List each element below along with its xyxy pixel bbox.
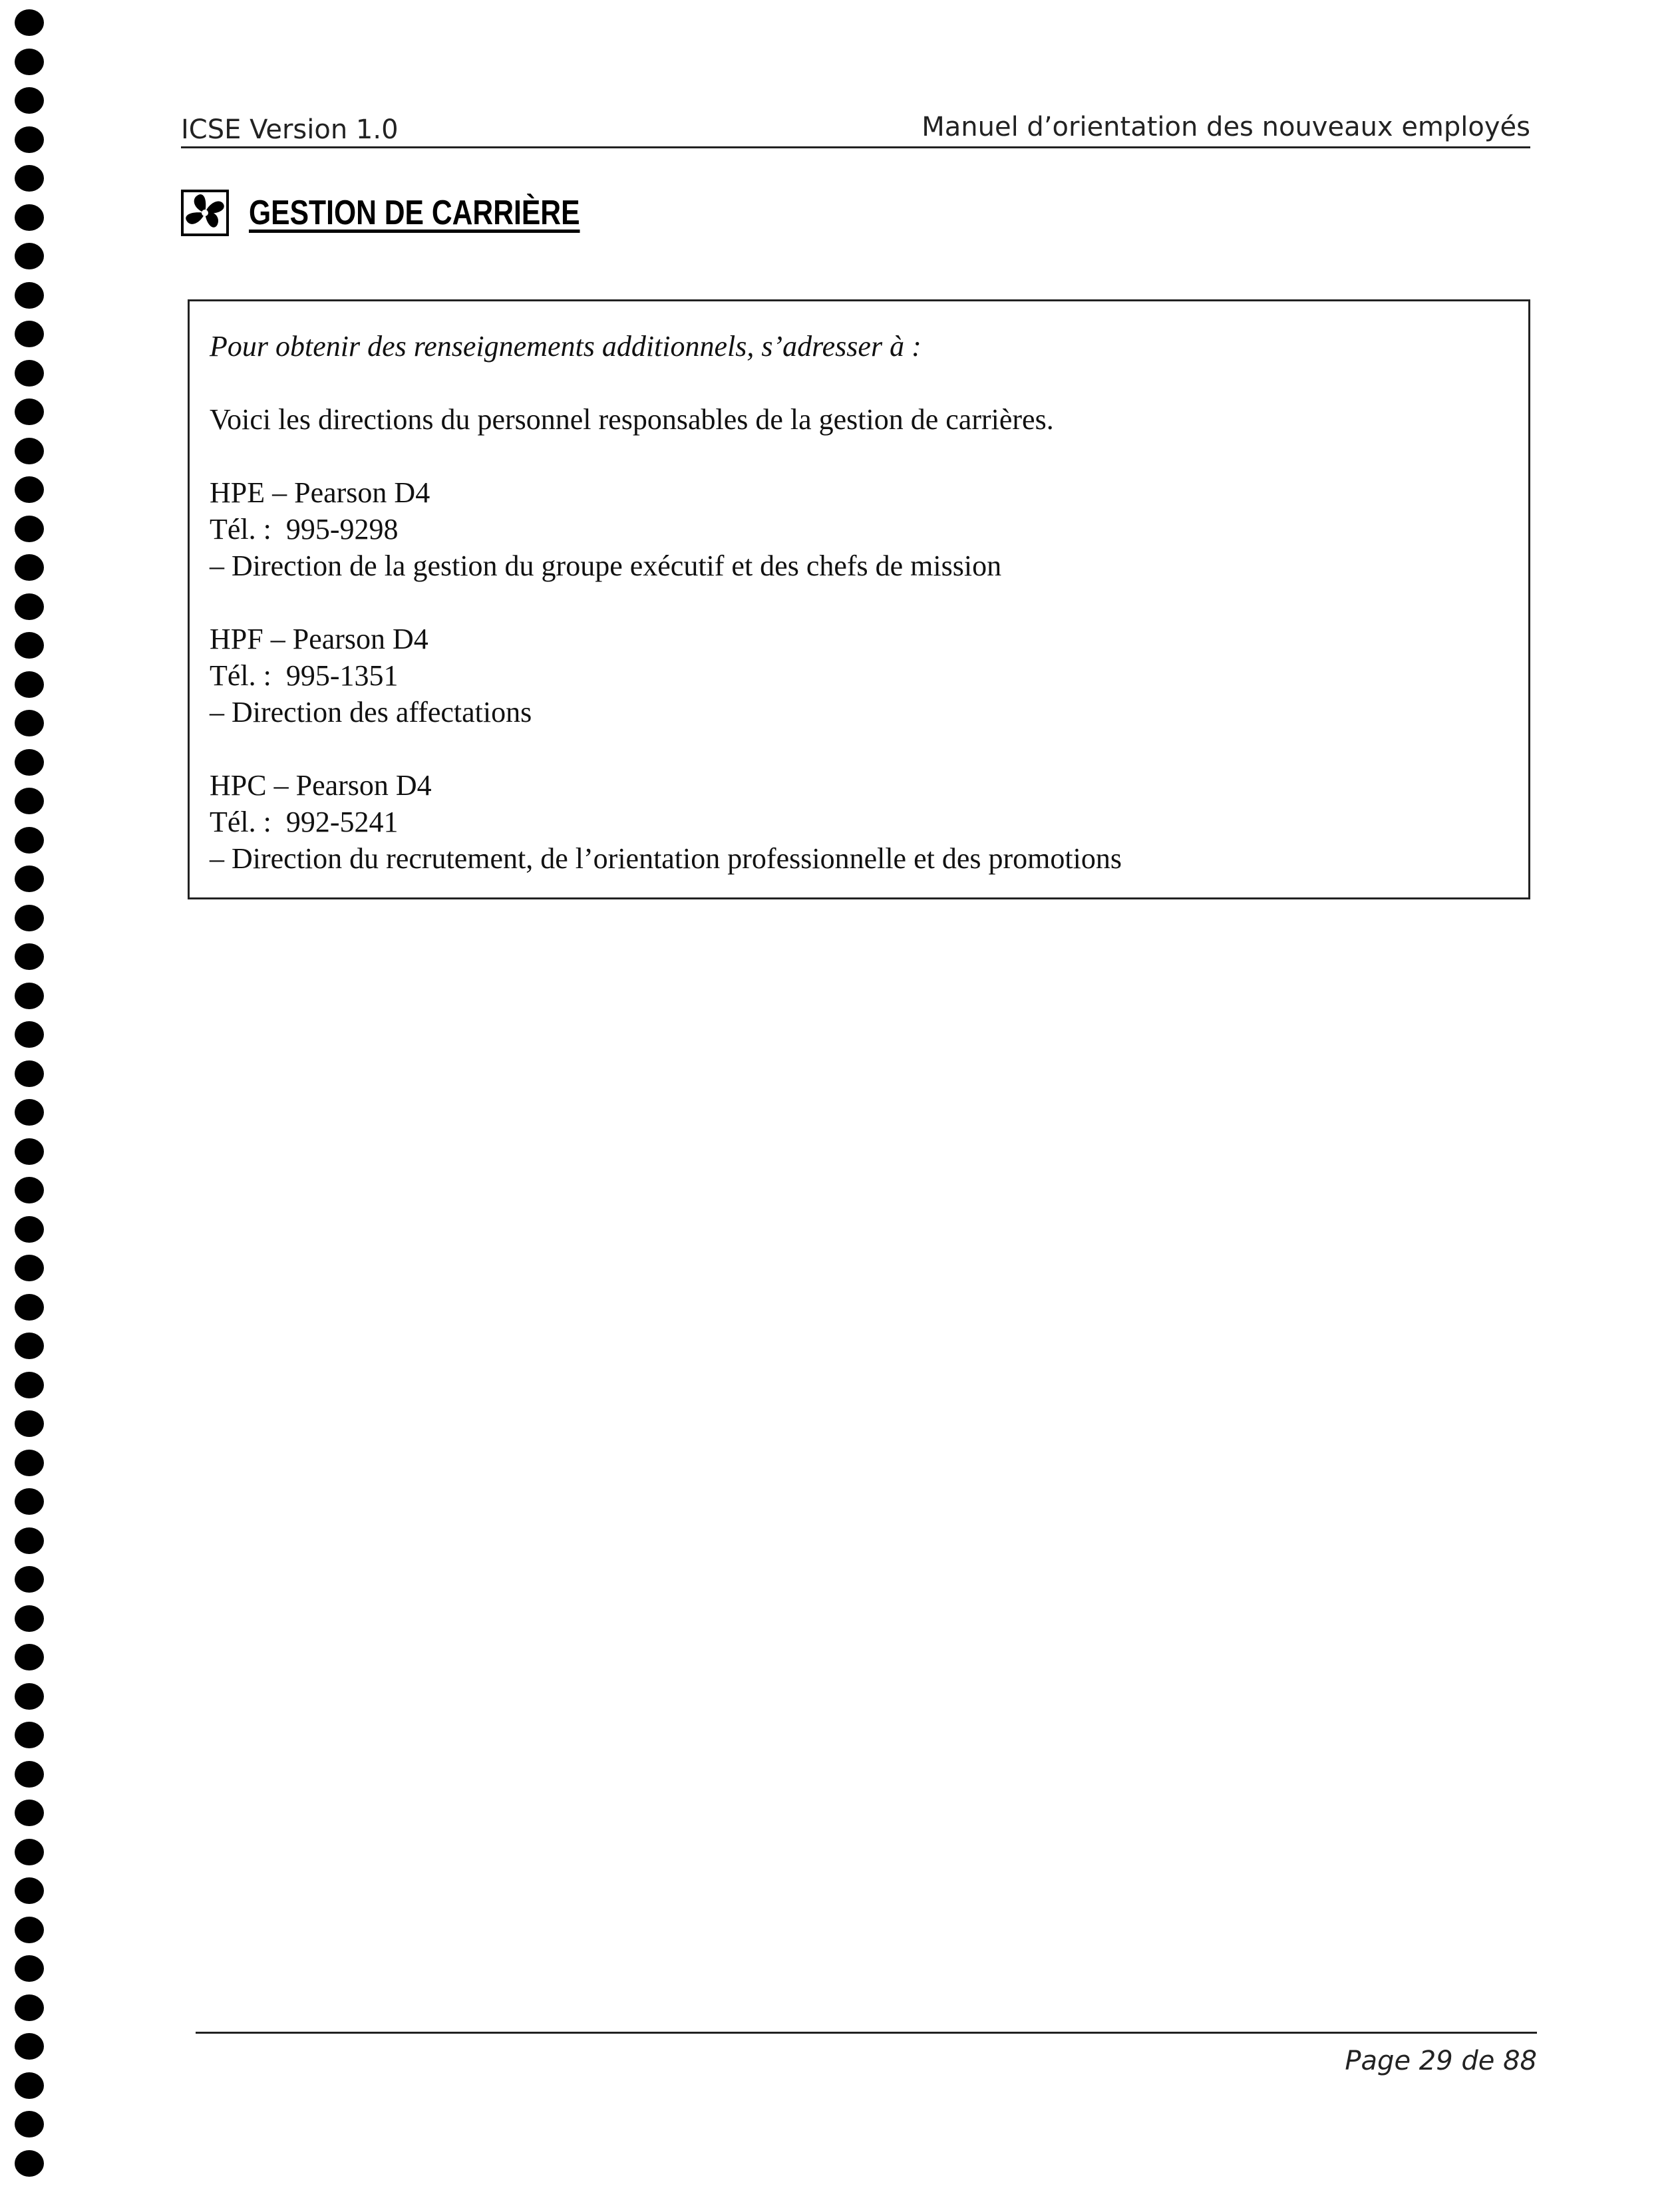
binding-hole	[15, 1488, 44, 1515]
contact-block	[210, 767, 1528, 877]
page-footer	[196, 2032, 1537, 2076]
header-manual-title: Manuel d’orientation des nouveaux employés	[922, 112, 1530, 142]
binding-hole	[15, 49, 44, 75]
binding-hole	[15, 87, 44, 114]
binding-hole	[15, 788, 44, 814]
binding-hole	[15, 749, 44, 776]
intro-text: Pour obtenir des renseignements additionnels, s’adresser à :	[210, 330, 922, 363]
binding-hole	[15, 2111, 44, 2137]
binding-hole	[15, 438, 44, 464]
binding-holes	[15, 9, 48, 2205]
header-version: ICSE Version 1.0	[181, 114, 399, 145]
binding-hole	[15, 593, 44, 620]
contact-direction: – Direction du recrutement, de l’orientation professionnelle et des promotions	[210, 842, 1122, 875]
binding-hole	[15, 165, 44, 192]
binding-hole	[15, 2072, 44, 2099]
binding-hole	[15, 1216, 44, 1243]
binding-hole	[15, 1255, 44, 1281]
binding-hole	[15, 671, 44, 698]
binding-hole	[15, 1527, 44, 1554]
phone-label: Tél. :	[210, 513, 271, 546]
page-title: GESTION DE CARRIÈRE	[249, 194, 580, 232]
binding-hole	[15, 1994, 44, 2021]
phone-number: 992-5241	[285, 806, 399, 838]
binding-hole	[15, 1800, 44, 1826]
contact-direction: – Direction des affectations	[210, 696, 532, 728]
binding-hole	[15, 204, 44, 231]
binding-hole	[15, 1099, 44, 1126]
contact-office: HPE – Pearson D4	[210, 476, 430, 509]
description-text: Voici les directions du personnel responsables de la gestion de carrières.	[210, 403, 1054, 436]
binding-hole	[15, 1294, 44, 1321]
binding-hole	[15, 1839, 44, 1865]
pinwheel-icon	[181, 190, 229, 236]
binding-hole	[15, 1566, 44, 1593]
binding-hole	[15, 710, 44, 736]
binding-hole	[15, 1060, 44, 1087]
binding-hole	[15, 1955, 44, 1982]
binding-hole	[15, 1177, 44, 1203]
binding-hole	[15, 1605, 44, 1632]
phone-label: Tél. :	[210, 659, 271, 692]
page-number: Page 29 de 88	[1345, 2046, 1537, 2076]
binding-hole	[15, 1683, 44, 1710]
binding-hole	[15, 1644, 44, 1670]
binding-hole	[15, 398, 44, 425]
phone-label: Tél. :	[210, 806, 271, 838]
binding-hole	[15, 2150, 44, 2177]
section-heading	[181, 186, 653, 239]
binding-hole	[15, 1138, 44, 1165]
contact-info-box	[188, 299, 1530, 899]
contact-block	[210, 621, 1528, 730]
binding-hole	[15, 554, 44, 581]
binding-hole	[15, 476, 44, 503]
binding-hole	[15, 2033, 44, 2060]
binding-hole	[15, 282, 44, 309]
binding-hole	[15, 1450, 44, 1476]
binding-hole	[15, 1333, 44, 1359]
contact-phone-line	[210, 657, 1528, 694]
binding-hole	[15, 1877, 44, 1904]
phone-number: 995-9298	[285, 513, 399, 546]
binding-hole	[15, 827, 44, 854]
binding-hole	[15, 983, 44, 1009]
binding-hole	[15, 243, 44, 269]
binding-hole	[15, 1021, 44, 1048]
binding-hole	[15, 1372, 44, 1398]
binding-hole	[15, 1722, 44, 1748]
binding-hole	[15, 126, 44, 153]
binding-hole	[15, 905, 44, 931]
binding-hole	[15, 516, 44, 542]
contact-office: HPC – Pearson D4	[210, 769, 432, 802]
binding-hole	[15, 321, 44, 347]
binding-hole	[15, 632, 44, 659]
binding-hole	[15, 866, 44, 892]
contact-office: HPF – Pearson D4	[210, 623, 428, 655]
phone-number: 995-1351	[285, 659, 399, 692]
page-header	[181, 106, 1530, 148]
binding-hole	[15, 1761, 44, 1788]
binding-hole	[15, 360, 44, 387]
binding-hole	[15, 9, 44, 36]
contact-phone-line	[210, 804, 1528, 840]
contact-phone-line	[210, 511, 1528, 548]
binding-hole	[15, 1410, 44, 1437]
binding-hole	[15, 1917, 44, 1943]
contact-block	[210, 474, 1528, 584]
contact-direction: – Direction de la gestion du groupe exécutif et des chefs de mission	[210, 550, 1002, 582]
binding-hole	[15, 943, 44, 970]
